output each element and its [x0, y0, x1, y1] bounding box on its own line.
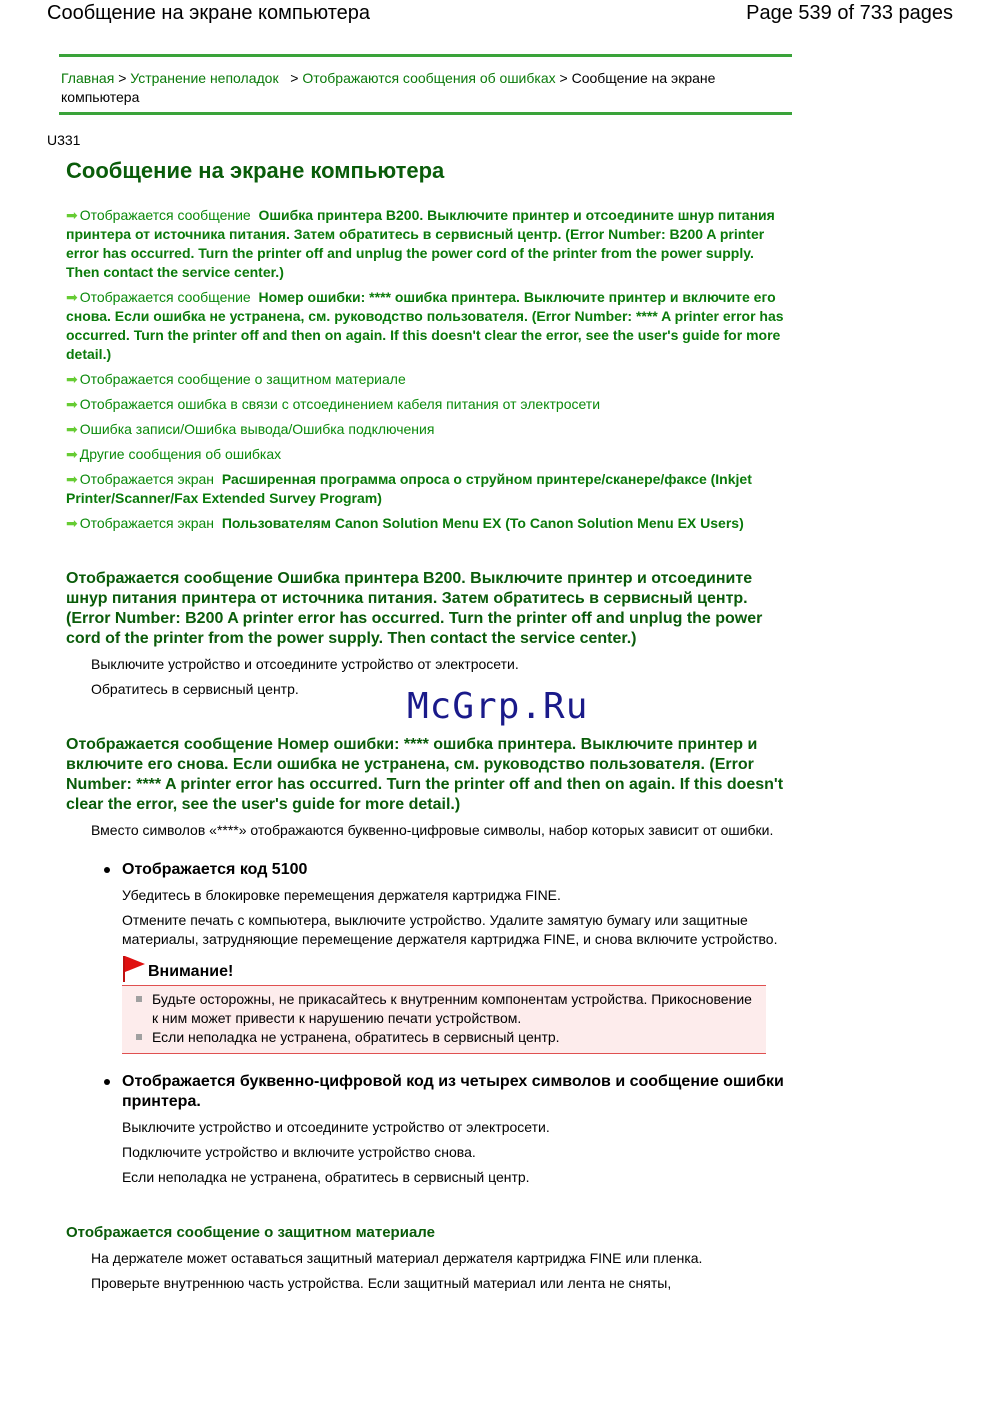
arrow-right-icon: ➡	[66, 446, 78, 462]
arrow-right-icon: ➡	[66, 471, 78, 487]
page-title: Сообщение на экране компьютера	[66, 158, 445, 183]
page-number: Page 539 of 733 pages	[746, 2, 953, 24]
toc-link-solution-menu[interactable]: ➡ Отображается экран Пользователям Canon Solution Menu EX (To Canon Solution Menu EX Users)	[66, 515, 744, 531]
breadcrumb-separator: >	[290, 70, 299, 86]
arrow-right-icon: ➡	[66, 207, 78, 223]
warning-box	[122, 985, 766, 1054]
bullet-heading: Отображается код 5100	[122, 860, 784, 880]
paragraph: Вместо символов «****» отображаются буквенно-цифровые символы, набор которых зависит от ошибки.	[91, 822, 774, 838]
arrow-right-icon: ➡	[66, 396, 78, 412]
toc-link-b200-error[interactable]: ➡ Отображается сообщение Ошибка принтера B200. Выключите принтер и отсоедините шнур питания принтера от источника питания. Затем обратитесь в сервисный центр. (Error Number: B200 A printer error has occurred. Turn the printer off and unplug the power cord of the printer from the power supply. Then contact the service center.)	[66, 207, 775, 280]
warning-title: Внимание!	[148, 963, 234, 980]
breadcrumb-link-home[interactable]: Главная	[61, 70, 115, 86]
section-heading: Отображается сообщение Ошибка принтера B200. Выключите принтер и отсоедините шнур питания принтера от источника питания. Затем обратитесь в сервисный центр. (Error Number: B200 A printer error has occurred. Turn the printer off and unplug the power cord of the printer from the power supply. Then contact the service center.)	[66, 570, 763, 647]
breadcrumb-current: Сообщение на экране компьютера	[61, 70, 716, 105]
toc-link-error-number[interactable]: ➡ Отображается сообщение Номер ошибки: **** ошибка принтера. Выключите принтер и включите его снова. Если ошибка не устранена, см. руководство пользователя. (Error Number: **** A printer error has occurred. Turn the printer off and then on again. If this doesn't clear the error, see the user's guide for more detail.)	[66, 289, 784, 362]
paragraph: Отмените печать с компьютера, выключите устройство. Удалите замятую бумагу или защитные материалы, затрудняющие перемещение держателя картриджа FINE, и снова включите устройство.	[122, 912, 778, 947]
breadcrumb-link-troubleshooting[interactable]: Устранение неполадок	[130, 70, 279, 86]
arrow-right-icon: ➡	[66, 371, 78, 387]
bullet-heading: Отображается буквенно-цифровой код из четырех символов и сообщение ошибки принтера.	[122, 1073, 784, 1110]
paragraph: Выключите устройство и отсоедините устройство от электросети.	[91, 656, 519, 672]
red-flag-icon	[122, 955, 146, 983]
page-header	[47, 2, 953, 30]
warning-item: Если неполадка не устранена, обратитесь в сервисный центр.	[134, 1028, 756, 1047]
paragraph: Если неполадка не устранена, обратитесь в сервисный центр.	[122, 1169, 530, 1185]
header-title: Сообщение на экране компьютера	[47, 2, 371, 24]
toc-link-survey-program[interactable]: ➡ Отображается экран Расширенная программа опроса о струйном принтере/сканере/факсе (Inkjet Printer/Scanner/Fax Extended Survey Program)	[66, 471, 752, 506]
paragraph: Проверьте внутреннюю часть устройства. Если защитный материал или лента не сняты,	[91, 1275, 672, 1291]
breadcrumb-bottom-rule	[59, 112, 792, 115]
paragraph: Выключите устройство и отсоедините устройство от электросети.	[122, 1119, 550, 1135]
toc-list	[66, 206, 784, 533]
watermark: McGrp.Ru	[407, 686, 589, 727]
toc-link-write-error[interactable]: ➡ Ошибка записи/Ошибка вывода/Ошибка подключения	[66, 421, 435, 437]
section-error-number	[66, 735, 784, 1187]
section-heading: Отображается сообщение о защитном материале	[66, 1224, 435, 1241]
breadcrumb	[59, 54, 792, 115]
document-id: U331	[47, 132, 81, 148]
paragraph: Убедитесь в блокировке перемещения держателя картриджа FINE.	[122, 887, 561, 903]
arrow-right-icon: ➡	[66, 289, 78, 305]
toc-link-other-errors[interactable]: ➡ Другие сообщения об ошибках	[66, 446, 282, 462]
section-heading: Отображается сообщение Номер ошибки: **** ошибка принтера. Выключите принтер и включите его снова. Если ошибка не устранена, см. руководство пользователя. (Error Number: **** A printer error has occurred. Turn the printer off and then on again. If this doesn't clear the error, see the user's guide for more detail.)	[66, 736, 784, 813]
section-b200	[66, 569, 784, 699]
section-protective-material	[66, 1223, 784, 1293]
paragraph: На держателе может оставаться защитный материал держателя картриджа FINE или пленка.	[91, 1250, 703, 1266]
breadcrumb-link-error-messages[interactable]: Отображаются сообщения об ошибках	[302, 70, 556, 86]
breadcrumb-separator: >	[559, 70, 568, 86]
warning-item: Будьте осторожны, не прикасайтесь к внутренним компонентам устройства. Прикосновение к ним может привести к нарушению печати устройством.	[134, 990, 756, 1028]
warning-block	[122, 961, 766, 1054]
arrow-right-icon: ➡	[66, 421, 78, 437]
arrow-right-icon: ➡	[66, 515, 78, 531]
breadcrumb-separator: >	[118, 70, 127, 86]
toc-link-power-cable[interactable]: ➡ Отображается ошибка в связи с отсоединением кабеля питания от электросети	[66, 396, 601, 412]
paragraph: Обратитесь в сервисный центр.	[91, 681, 299, 697]
paragraph: Подключите устройство и включите устройство снова.	[122, 1144, 476, 1160]
toc-link-protective-material[interactable]: ➡ Отображается сообщение о защитном материале	[66, 371, 406, 387]
